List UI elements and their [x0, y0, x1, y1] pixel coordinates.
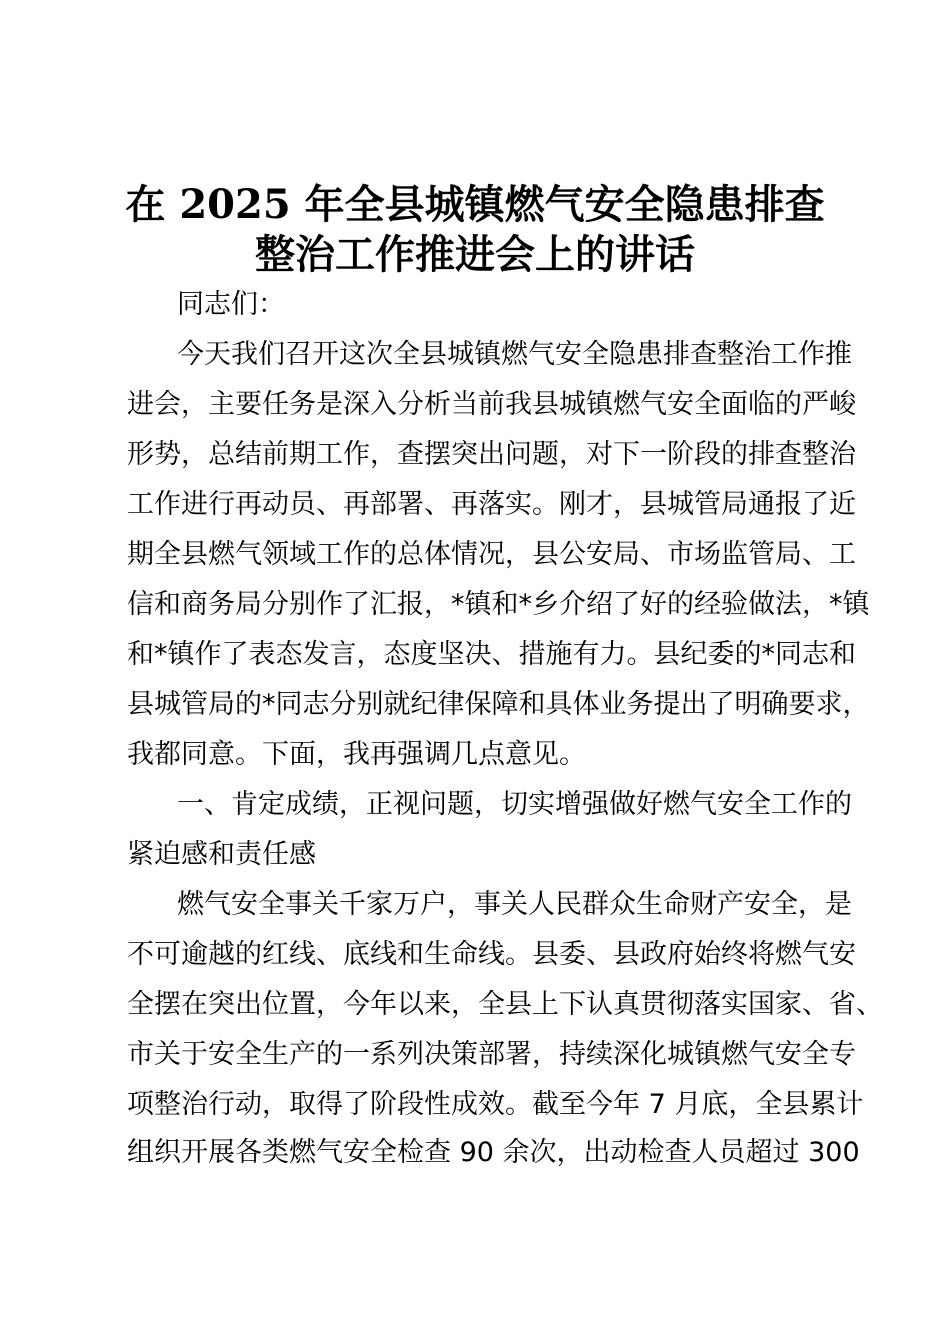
- text-line: 形势，总结前期工作，查摆突出问题，对下一阶段的排查整治: [127, 439, 856, 470]
- document-title-line-2: 整治工作推进会上的讲话: [255, 231, 695, 278]
- text-line: 信和商务局分别作了汇报，*镇和*乡介绍了好的经验做法，*镇: [127, 589, 870, 620]
- text-line: 项整治行动，取得了阶段性成效。截至今年 7 月底，全县累计: [127, 1089, 864, 1120]
- text-line: 我都同意。下面，我再强调几点意见。: [127, 739, 586, 770]
- text-line: 全摆在突出位置，今年以来，全县上下认真贯彻落实国家、省、: [127, 989, 883, 1020]
- text-line: 进会，主要任务是深入分析当前我县城镇燃气安全面临的严峻: [127, 389, 856, 420]
- text-line: 不可逾越的红线、底线和生命线。县委、县政府始终将燃气安: [127, 939, 856, 970]
- text-line: 燃气安全事关千家万户，事关人民群众生命财产安全，是: [177, 889, 852, 920]
- text-line: 市关于安全生产的一系列决策部署，持续深化城镇燃气安全专: [127, 1039, 856, 1070]
- text-line: 期全县燃气领域工作的总体情况，县公安局、市场监管局、工: [127, 539, 856, 570]
- text-line: 县城管局的*同志分别就纪律保障和具体业务提出了明确要求，: [127, 689, 870, 720]
- document-title-line-1: 在 2025 年全县城镇燃气安全隐患排查: [125, 181, 825, 228]
- text-line: 组织开展各类燃气安全检查 90 余次，出动检查人员超过 300: [127, 1137, 860, 1168]
- text-line: 和*镇作了表态发言，态度坚决、措施有力。县纪委的*同志和: [127, 639, 856, 670]
- text-line: 今天我们召开这次全县城镇燃气安全隐患排查整治工作推: [177, 339, 852, 370]
- heading-line: 紧迫感和责任感: [127, 839, 316, 870]
- heading-line: 一、肯定成绩，正视问题，切实增强做好燃气安全工作的: [177, 789, 852, 820]
- text-line: 工作进行再动员、再部署、再落实。刚才，县城管局通报了近: [127, 489, 856, 520]
- salutation: 同志们：: [177, 289, 285, 320]
